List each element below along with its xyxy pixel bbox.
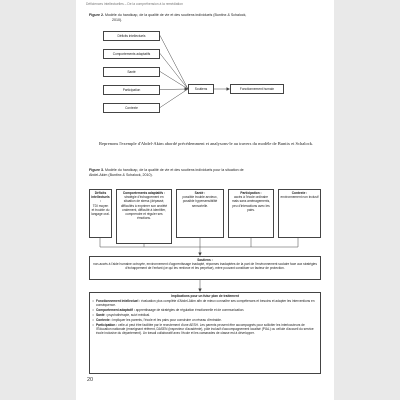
f3-implication-label: Comportement adaptatif :: [96, 308, 135, 313]
f3-implication-item: [92, 318, 318, 322]
f3-implication-text: celle-ci peut être facilitée par le recrutement d'une AESH. Les parents peuvent être accompagnés pour solliciter les interlocuteurs de l'Éducation nationale (enseignant référent, DASEN (inspecteur d'académie), pôle inclusif d'accompagnement localisé (PIAL) ou cellule d'accueil du service école inclusive du département). Un travail collaboratif avec l'école et les camarades de classe est à développer.: [96, 322, 314, 335]
f3-implication-text: psychothérapie, suivi médical.: [107, 312, 151, 317]
f3-implication-label: Santé :: [96, 312, 107, 317]
factor-box-participation: Participation: [103, 85, 160, 95]
f3-soutiens-text: non-accès à l'aide humaine octroyée, environnement d'apprentissage inadapté, réponses inadaptées de la part de l'environnement scolaire face aux stratégies d'échappement de l'enfant (ce qui les renforce et les perpétue), mère pouvant constituer un facteur de protection.: [93, 262, 317, 271]
figure2-caption-line1: Modèle du handicap, de la qualité de vie et des soutiens individuels (Buntinx & Schalock,: [104, 13, 247, 17]
f3-col-comportements: [116, 189, 172, 244]
f3-implication-item: [92, 308, 318, 312]
f3-implication-text: impliquer les parents, l'école et les pairs pour construire un réseau d'entraide.: [112, 317, 222, 322]
f3-col-deficits-text: TDI moyen et trouble du langage oral.: [91, 203, 110, 217]
f3-implication-item: [92, 323, 318, 336]
f3-col-sante-title: Santé :: [194, 191, 206, 195]
f3-col-deficits: [89, 189, 112, 238]
page-number: 20: [87, 377, 94, 383]
body-paragraph: Reprenons l'exemple d'Abdel-Akim abordé précédemment et analysons-le au travers du modèle de Buntix et Schalock.: [99, 141, 314, 146]
factor-box-contexte: Contexte: [103, 103, 160, 113]
f3-soutiens-title: Soutiens :: [197, 258, 213, 262]
f3-implication-item: [92, 313, 318, 317]
f3-col-comportements-title: Comportements adaptatifs :: [122, 191, 166, 195]
f3-col-deficits-title: Déficits intellectuels :: [91, 191, 110, 204]
f3-implication-label: Participation :: [96, 322, 118, 327]
f3-soutiens-box: [89, 256, 321, 280]
figure2-caption-line2: 2010).: [112, 17, 123, 22]
factor-box-deficits: Déficits intellectuels: [103, 31, 160, 41]
f3-col-participation: [228, 189, 274, 238]
f3-col-comportements-text: stratégie d'échappement en situation de stress (dépassé, difficultés à exprimer son anxiété oralement, difficulté à identifier, comprendre et réguler ses émotions.: [120, 195, 168, 221]
figure2-label: Figure 2.: [89, 13, 104, 17]
f3-col-contexte-title: Contexte :: [291, 191, 308, 195]
factor-box-sante: Santé: [103, 67, 160, 77]
f3-col-contexte-text: environnement non inclusif: [280, 195, 319, 200]
running-header: Déficiences intellectuelles – De la compréhension à la remédiation: [86, 2, 183, 6]
f3-col-participation-text: accès à l'école ordinaire mais sans aménagements, peu d'interactions avec les pairs.: [231, 195, 271, 212]
f3-col-contexte: [278, 189, 321, 238]
figure3-caption-line2: Abdel-Akim (Buntinx & Schalock, 2010).: [89, 172, 153, 177]
f3-implication-text: évaluation plus complète d'Abdel-Akim afin de mieux connaître ses compétences et besoins et adapter les interventions en conséquence.: [96, 299, 315, 308]
book-page: [76, 0, 334, 400]
f3-implication-label: Fonctionnement intellectuel :: [96, 299, 141, 304]
soutiens-box: Soutiens: [188, 84, 214, 94]
figure3-caption-line1: Modèle du handicap, de la qualité de vie et des soutiens individuels pour la situation de: [104, 168, 244, 172]
f3-col-participation-title: Participation :: [240, 191, 262, 195]
f3-col-sante: [176, 189, 224, 238]
f3-implications-title: Implications pour un futur plan de traitement: [171, 294, 239, 299]
f3-implication-item: [92, 299, 318, 307]
outcome-box: Fonctionnement humain: [230, 84, 284, 94]
f3-implication-label: Contexte :: [96, 317, 112, 322]
f3-implications-box: [89, 292, 321, 374]
figure3-label: Figure 3.: [89, 168, 104, 172]
f3-col-sante-text: possible trouble anxieux, possible hypersensibilité sensorielle.: [182, 195, 218, 208]
f3-implication-text: apprentissage de stratégies de régulation émotionnelle et de communication.: [135, 308, 245, 313]
factor-box-comportements: Comportements adaptatifs: [103, 49, 160, 59]
f3-implications-list: [92, 299, 318, 335]
